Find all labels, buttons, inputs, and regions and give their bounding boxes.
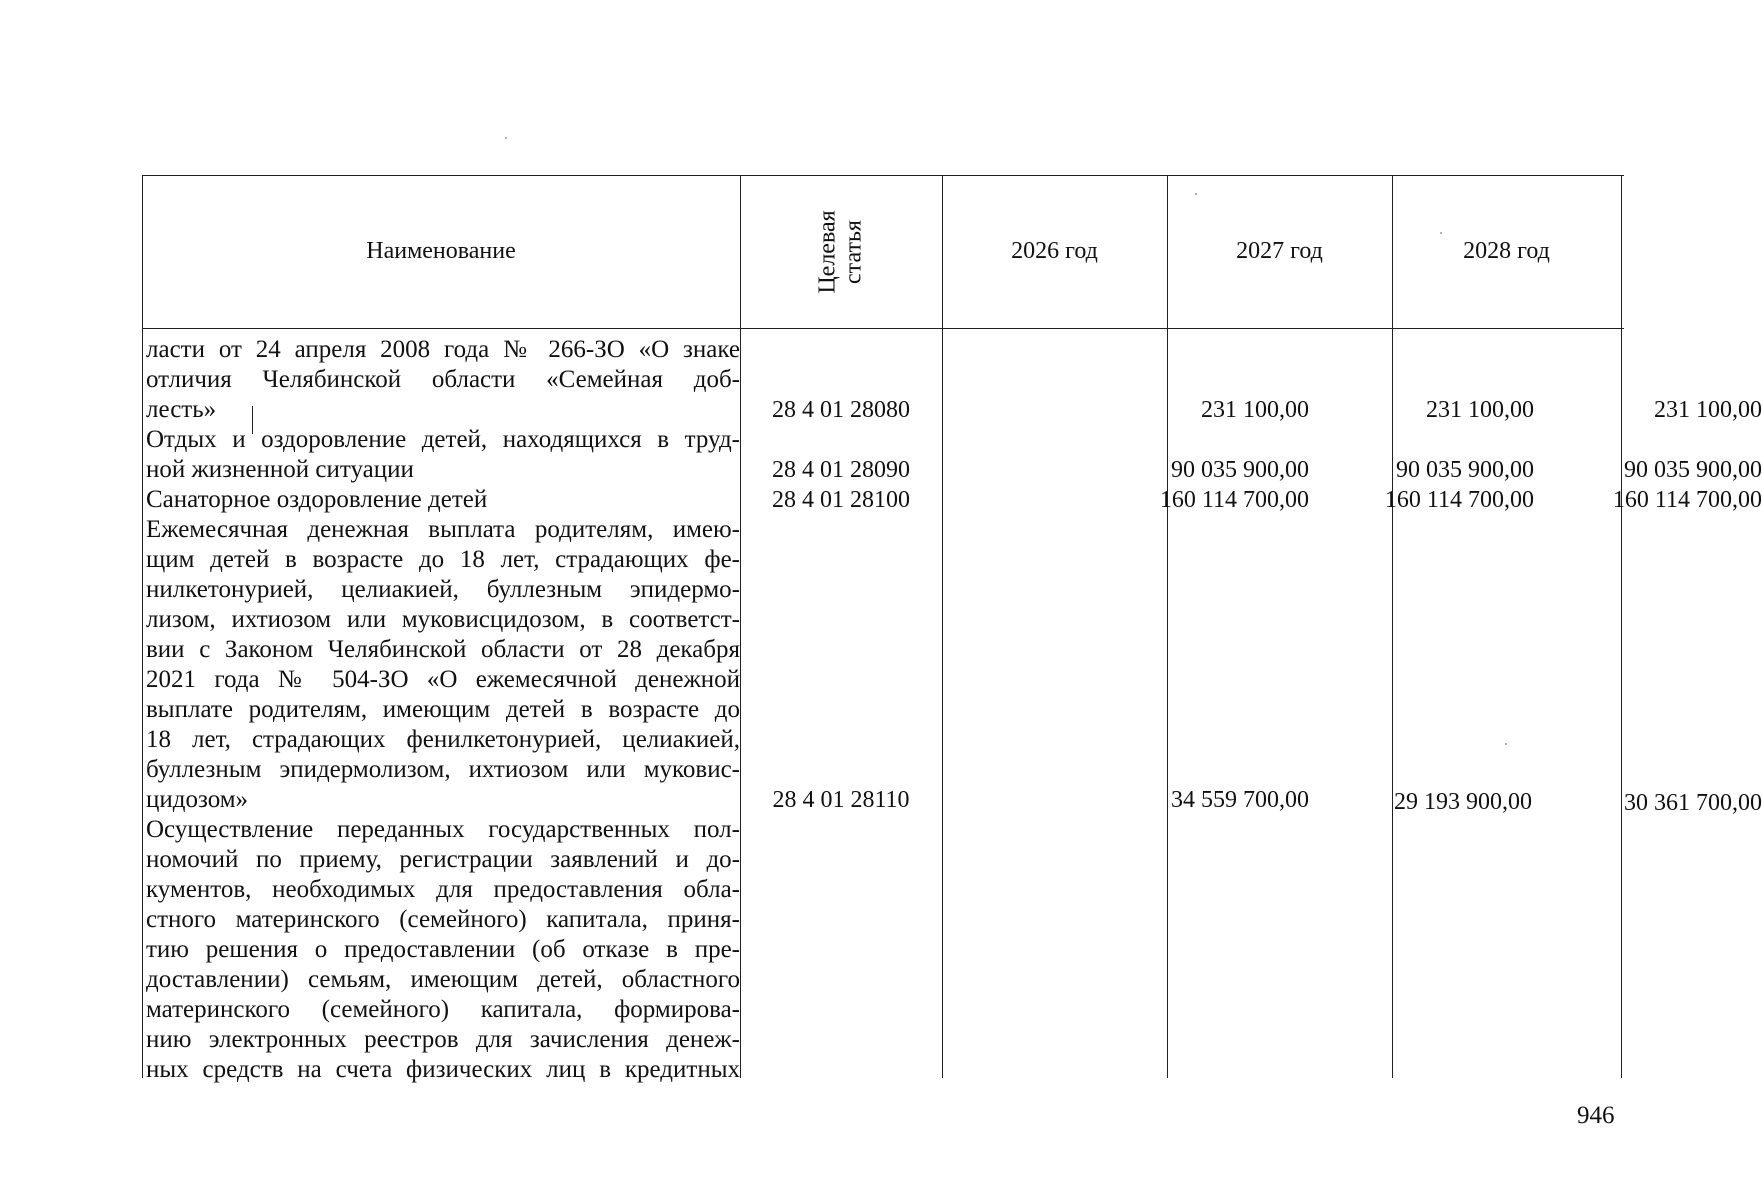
text-cursor-mark [252, 406, 253, 434]
scan-speck [1505, 743, 1507, 745]
row-name-line: отличия Челябинской области «Семейная доб- [146, 366, 740, 393]
header-target-article-line2: статья [840, 219, 867, 284]
row-value-2026: 160 114 700,00 [1159, 487, 1309, 513]
header-2027 [1167, 175, 1392, 328]
row-name-line: нилкетонурией, целиакией, буллезным эпидермо- [146, 576, 740, 603]
scan-speck [1195, 193, 1197, 195]
row-name-line: Санаторное оздоровление детей [146, 486, 488, 513]
row-name-line: выплате родителям, имеющим детей в возрасте до [146, 696, 740, 723]
row-name-line: номочий по приему, регистрации заявлений и до- [146, 846, 740, 873]
row-value-2028: 231 100,00 [1654, 397, 1762, 423]
header-2028 [1392, 175, 1621, 328]
row-name-line: ных средств на счета физических лиц в кредитных [146, 1056, 740, 1083]
row-code: 28 4 01 28080 [772, 397, 910, 423]
row-value-2028: 30 361 700,00 [1624, 790, 1762, 816]
row-name-line: ласти от 24 апреля 2008 года № 266-ЗО «О знаке [146, 336, 740, 363]
row-value-2027: 160 114 700,00 [1384, 487, 1534, 513]
row-name [146, 815, 740, 1085]
row-name-line: щим детей в возрасте до 18 лет, страдающих фе- [146, 546, 740, 573]
header-2026 [942, 175, 1167, 328]
row-name-line: ной жизненной ситуации [146, 456, 414, 483]
budget-table [142, 175, 1762, 1083]
row-name-line: Осуществление переданных государственных пол- [146, 816, 740, 843]
row-name-line: Ежемесячная денежная выплата родителям, имею- [146, 516, 740, 543]
row-value-2027: 231 100,00 [1426, 397, 1534, 423]
header-bottom-border [142, 328, 1624, 329]
row-name-line: буллезным эпидермолизом, ихтиозом или муковис- [146, 756, 740, 783]
row-name-line: тию решения о предоставлении (об отказе в пре- [146, 936, 740, 963]
header-target-article [740, 175, 942, 328]
row-name-line: Отдых и оздоровление детей, находящихся в труд- [146, 426, 740, 453]
row-name-line: доставлении) семьям, имеющим детей, областного [146, 966, 740, 993]
row-name-line: вии с Законом Челябинской области от 28 декабря [146, 636, 740, 663]
row-name-line: стного материнского (семейного) капитала, приня- [146, 906, 740, 933]
scan-speck [1440, 232, 1442, 234]
row-code: 28 4 01 28110 [772, 787, 910, 813]
row-name-line: нию электронных реестров для зачисления денеж- [146, 1026, 740, 1053]
scan-speck [505, 137, 507, 139]
row-name [146, 425, 740, 485]
header-target-article-line1: Целевая [814, 209, 841, 294]
row-name-line: цидозом» [146, 786, 249, 813]
row-name [146, 515, 740, 815]
row-value-2028: 160 114 700,00 [1612, 487, 1762, 513]
header-2026-label: 2026 год [1011, 238, 1098, 264]
row-name-line: 2021 года № 504-ЗО «О ежемесячной денежной [146, 666, 740, 693]
row-code: 28 4 01 28090 [772, 457, 910, 483]
row-value-2026: 34 559 700,00 [1171, 787, 1309, 813]
row-name-line: материнского (семейного) капитала, формирова- [146, 996, 740, 1023]
row-name-line: лесть» [146, 396, 217, 423]
row-value-2026: 90 035 900,00 [1171, 457, 1309, 483]
header-2028-label: 2028 год [1463, 238, 1550, 264]
page-number: 946 [1577, 1102, 1615, 1129]
row-value-2028: 90 035 900,00 [1624, 457, 1762, 483]
header-name-label: Наименование [366, 238, 516, 264]
row-name-line: кументов, необходимых для предоставления обла- [146, 876, 740, 903]
row-value-2026: 231 100,00 [1201, 397, 1309, 423]
row-name [146, 335, 740, 425]
row-name-line: 18 лет, страдающих фенилкетонурией, целиакией, [146, 726, 740, 753]
row-name [146, 485, 740, 515]
row-code: 28 4 01 28100 [772, 487, 910, 513]
table-right-border [1621, 175, 1622, 1078]
row-value-2027: 90 035 900,00 [1396, 457, 1534, 483]
row-name-line: лизом, ихтиозом или муковисцидозом, в соответст- [146, 606, 740, 633]
header-name [142, 175, 740, 328]
row-value-2027: 29 193 900,00 [1394, 789, 1532, 815]
header-2027-label: 2027 год [1236, 238, 1323, 264]
